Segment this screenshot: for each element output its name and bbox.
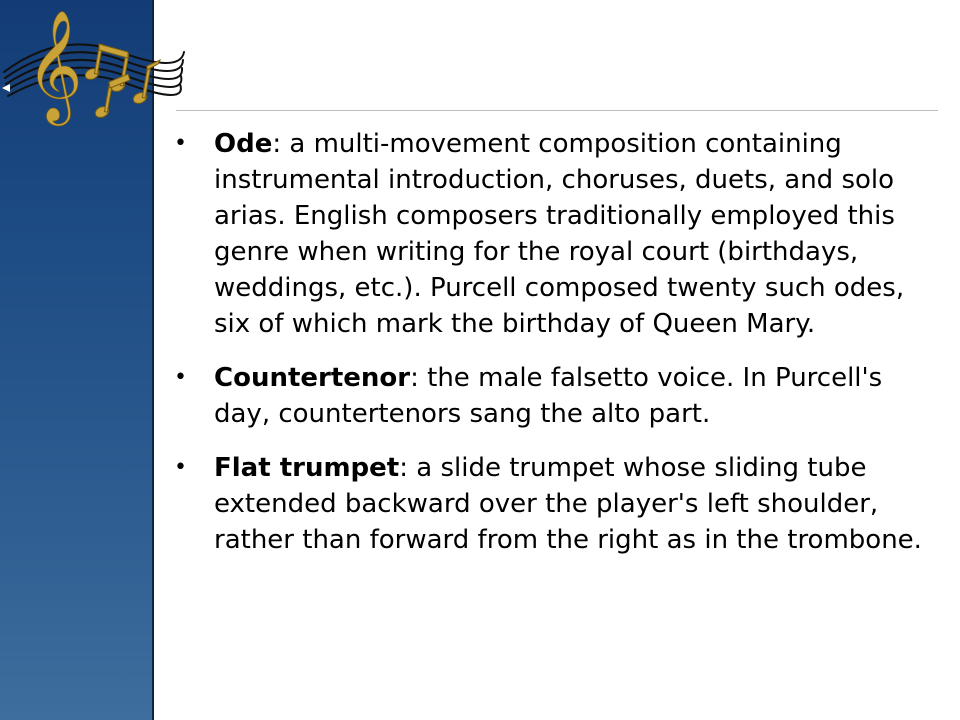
bullet-text <box>214 126 932 342</box>
bullet-flat-trumpet <box>172 450 932 558</box>
bullet-list <box>172 126 932 576</box>
bullet-text <box>214 360 932 432</box>
music-notes-icon <box>0 0 200 130</box>
treble-clef-icon: 𝄞 <box>26 9 83 121</box>
bullet-marker: • <box>174 365 187 390</box>
bullet-text <box>214 450 932 558</box>
definition-countertenor: : the male falsetto voice. In Purcell's day, countertenors sang the alto part. <box>214 363 883 429</box>
bullet-countertenor <box>172 360 932 432</box>
term-flat-trumpet: Flat trumpet <box>214 453 400 483</box>
term-countertenor: Countertenor <box>214 363 411 393</box>
definition-ode: : a multi-movement composition containing instrumental introduction, choruses, duets, and solo arias. English composers traditionally employed this genre when writing for the royal court (birthdays, weddings, etc.). Purcell composed twenty such odes, six of which mark the birthday of Queen Mary. <box>214 129 905 339</box>
definition-flat-trumpet: : a slide trumpet whose sliding tube extended backward over the player's left shoulder, rather than forward from the right as in the trombone. <box>214 453 922 555</box>
term-ode: Ode <box>214 129 273 159</box>
title-divider <box>176 110 938 111</box>
bullet-marker: • <box>174 455 187 480</box>
bullet-marker: • <box>174 131 187 156</box>
bullet-ode <box>172 126 932 342</box>
